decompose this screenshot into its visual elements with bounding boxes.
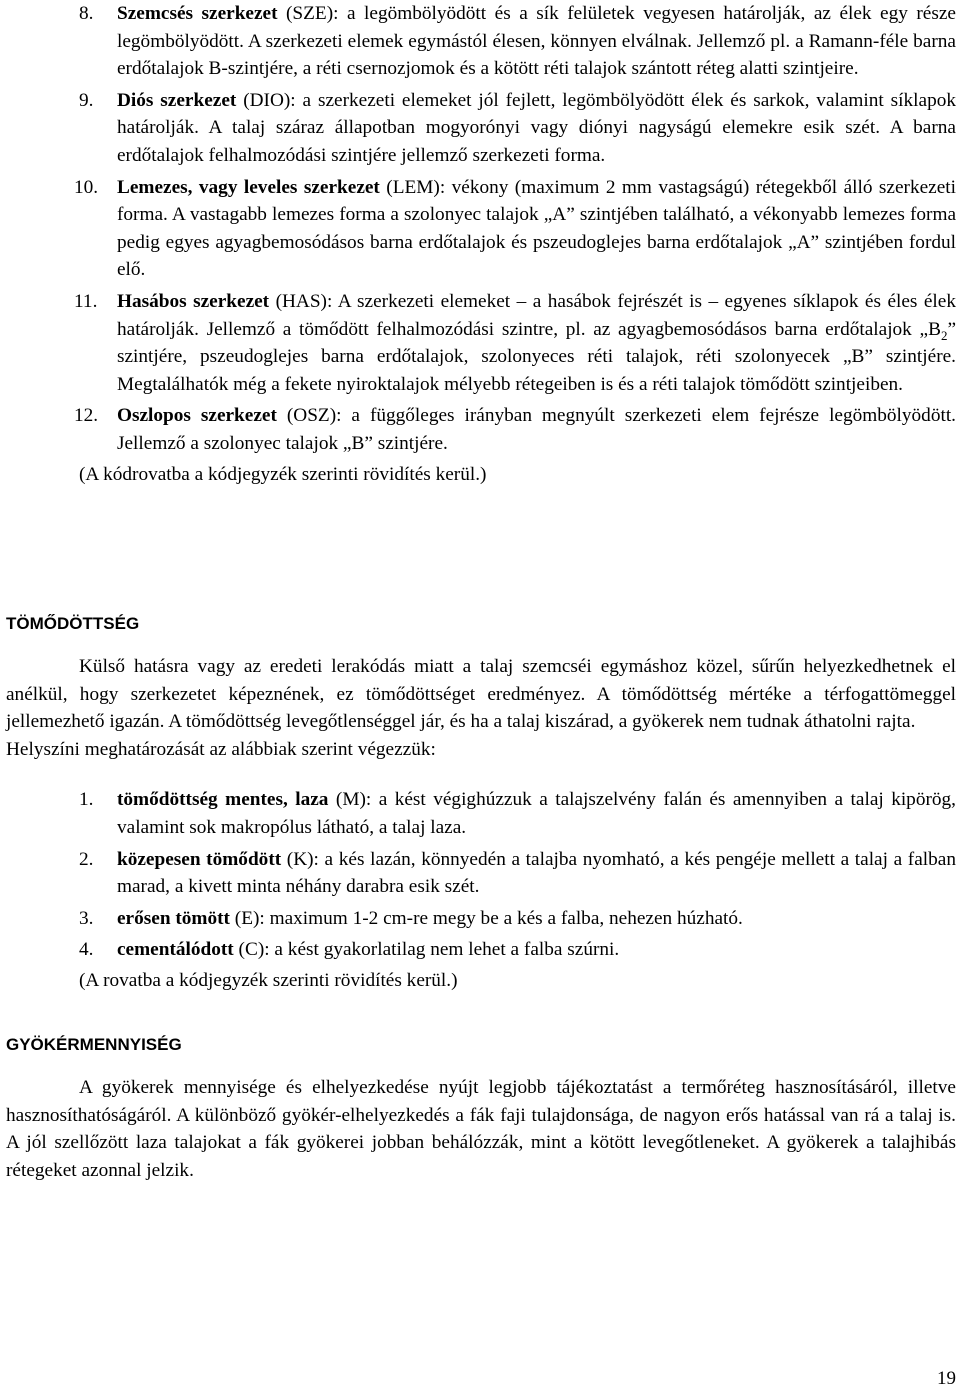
list-item bbox=[6, 936, 956, 964]
subscript: 2 bbox=[940, 327, 948, 343]
paragraph: A gyökerek mennyisége és elhelyezkedése nyújt legjobb tájékoztatást a termőréteg hasznosításáról, illetve hasznosíthatóságáról. A különböző gyökér-elhelyezkedés a fák faji tulajdonsága, de nagyon erős hatással van rá a talaj is. A jól szellőzött laza talajokat a fák gyökerei jobban behálózzák, mint a kötött levegőtleneket. A gyökerek a talajhibás rétegeket azonnal jelzik. bbox=[6, 1077, 956, 1181]
term: cementálódott bbox=[117, 939, 234, 961]
term: Lemezes, vagy leveles szerkezet bbox=[117, 176, 380, 198]
term: tömődöttség mentes, laza bbox=[117, 789, 329, 811]
definition: (E): maximum 1-2 cm-re megy be a kés a falba, nehezen húzható. bbox=[229, 907, 743, 929]
list-number: 2. bbox=[79, 848, 94, 870]
list-item bbox=[6, 905, 956, 933]
term: erősen tömött bbox=[117, 907, 230, 929]
compaction-list bbox=[6, 786, 956, 994]
term: Hasábos szerkezet bbox=[117, 290, 270, 312]
term: Diós szerkezet bbox=[117, 89, 237, 111]
code-note: (A rovatba a kódjegyzék szerinti rövidítés kerül.) bbox=[79, 969, 458, 991]
list-number: 12. bbox=[74, 405, 99, 427]
compaction-section bbox=[6, 653, 956, 995]
code-note: (A kódrovatba a kódjegyzék szerinti rövidítés kerül.) bbox=[79, 463, 487, 485]
list-number: 8. bbox=[79, 3, 94, 24]
list-item bbox=[6, 87, 956, 170]
list-item bbox=[6, 846, 956, 901]
list-number: 1. bbox=[79, 789, 94, 811]
definition: (C): a kést gyakorlatilag nem lehet a falba szúrni. bbox=[233, 939, 620, 961]
term: közepesen tömődött bbox=[117, 848, 282, 870]
list-item bbox=[6, 0, 956, 83]
definition: (OSZ): a függőleges irányban megnyúlt szerkezeti elem fejrésze legömbölyödött. Jellemző a szolonyec talajok „B” szintjére. bbox=[117, 405, 956, 454]
term: Oszlopos szerkezet bbox=[117, 405, 277, 427]
list-item bbox=[6, 288, 956, 398]
list-number: 11. bbox=[74, 290, 98, 312]
list-number: 3. bbox=[79, 907, 94, 929]
paragraph: Külső hatásra vagy az eredeti lerakódás miatt a talaj szemcséi egymáshoz közel, sűrűn helyezkedhetnek el anélkül, hogy szerkezetet képeznének, ez tömődöttséget eredményez. A tömődöttség mértéke a térfogattömeggel jellemezhető igazán. A tömődöttség levegőtlenséggel jár, és ha a talaj kiszárad, a gyökerek nem tudnak áthatolni rajta. bbox=[6, 656, 956, 733]
root-section bbox=[6, 1074, 956, 1184]
paragraph: Helyszíni meghatározását az alábbiak szerint végezzük: bbox=[6, 738, 436, 760]
section-heading: GYÖKÉRMENNYISÉG bbox=[6, 1035, 182, 1054]
list-item bbox=[6, 174, 956, 284]
list-number: 10. bbox=[74, 176, 99, 198]
list-item bbox=[6, 402, 956, 457]
structure-list bbox=[6, 0, 956, 488]
section-heading: TÖMŐDÖTTSÉG bbox=[6, 614, 140, 633]
list-number: 9. bbox=[79, 89, 94, 111]
definition: (LEM): vékony (maximum 2 mm vastagságú) rétegekből álló szerkezeti forma. A vastagabb lemezes forma a szolonyec talajok „A” szintjében található, a vékonyabb lemezes forma pedig egyes agyagbemosódásos barna erdőtalajok és pszeudoglejes barna erdőtalajok „A” szintjében fordul elő. bbox=[117, 176, 956, 281]
definition: (HAS): A szerkezeti elemeket – a hasábok fejrészét is – egyenes síklapok és éles élek határolják. Jellemző a tömődött felhalmozódási szintre, pl. az agyagbemosódásos barna erdőtalajok „B bbox=[117, 290, 956, 340]
list-item bbox=[6, 786, 956, 841]
page-number: 19 bbox=[937, 1368, 956, 1390]
definition: (M): a kést végighúzzuk a talajszelvény falán és amennyiben a talaj kipörög, valamint sok makropólus látható, a talaj laza. bbox=[117, 789, 956, 838]
term: Szemcsés szerkezet bbox=[117, 3, 278, 24]
list-number: 4. bbox=[79, 939, 94, 961]
definition: (SZE): a legömbölyödött és a sík felületek vegyesen határolják, az élek egy része legömbölyödött. A szerkezeti elemek egymástól élesen, könnyen elválnak. Jellemző pl. a Ramann-féle barna erdőtalajok B-szintjére, a réti csernozjomok és a kötött réti talajok szántott réteg alatti szintjeire. bbox=[117, 3, 956, 80]
definition-continued: ” szintjére, pszeudoglejes barna erdőtalajok, szolonyeces réti talajok, réti szolonyecek „B” szintjére. Megtalálhatók még a fekete nyiroktalajok mélyebb rétegeiben is és a réti talajok tömődött szintjeiben. bbox=[117, 318, 956, 395]
definition: (K): a kés lazán, könnyedén a talajba nyomható, a kés pengéje mellett a talaj a falban marad, a kivett minta néhány darabra esik szét. bbox=[117, 848, 956, 898]
definition: (DIO): a szerkezeti elemeket jól fejlett, legömbölyödött élek és sarkok, valamint síklapok határolják. A talaj száraz állapotban mogyorónyi vagy diónyi nagyságú elemekre esik szét. A barna erdőtalajok felhalmozódási szintjére jellemző szerkezeti forma. bbox=[117, 89, 956, 166]
